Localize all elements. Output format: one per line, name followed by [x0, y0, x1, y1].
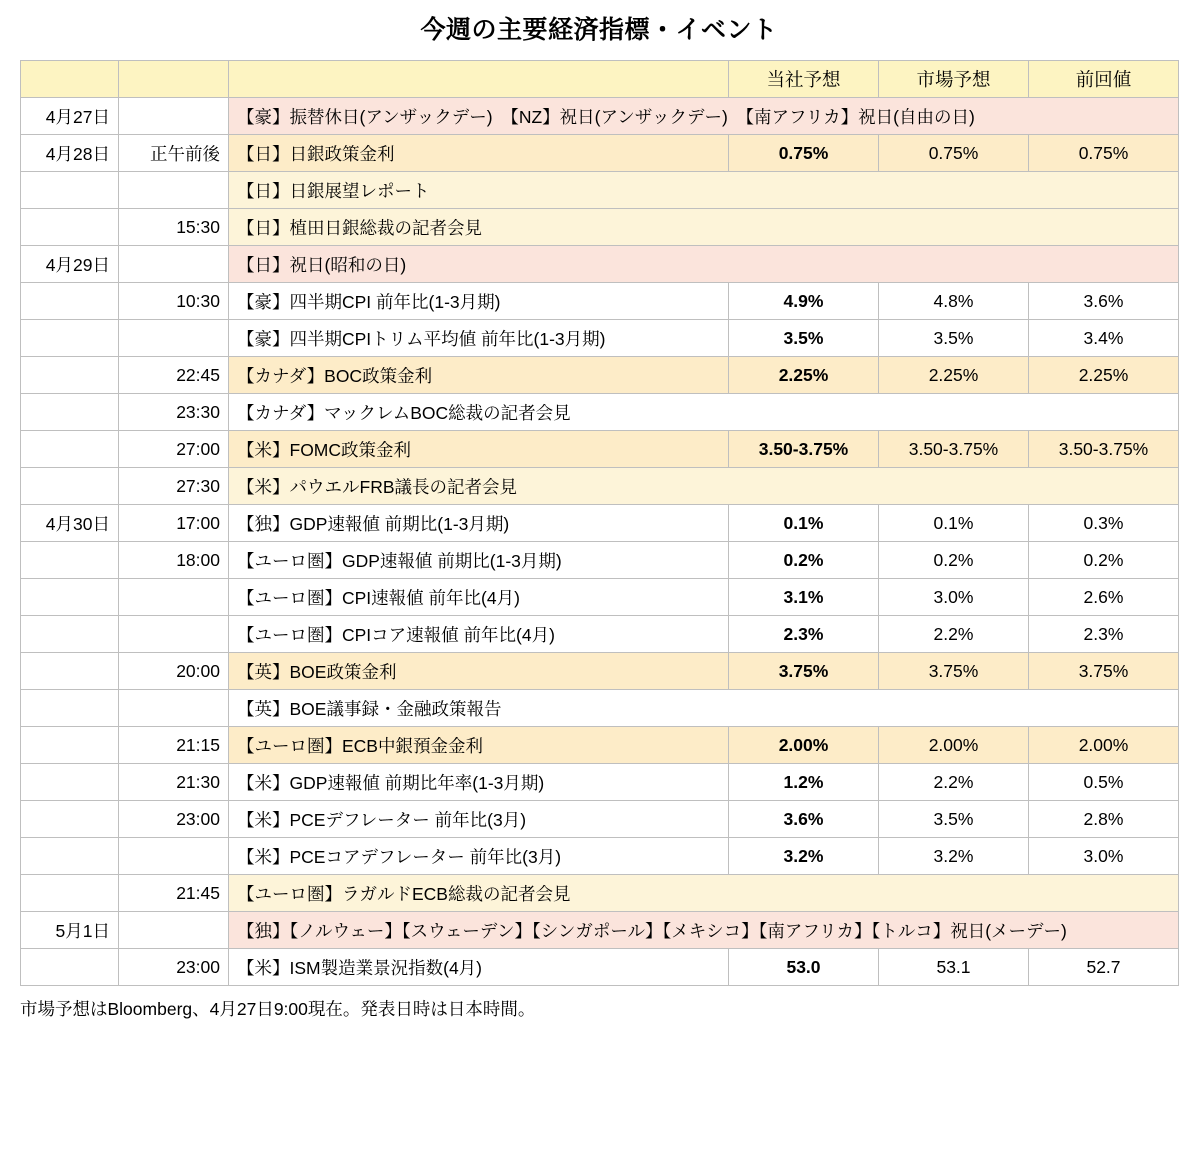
cell-previous: 3.50-3.75%: [1029, 431, 1179, 468]
cell-previous: 0.3%: [1029, 505, 1179, 542]
table-row: [21, 172, 1179, 209]
cell-time: [119, 579, 229, 616]
cell-time: 23:00: [119, 949, 229, 986]
cell-market-forecast: 53.1: [879, 949, 1029, 986]
cell-time: 21:30: [119, 764, 229, 801]
cell-previous: 3.4%: [1029, 320, 1179, 357]
table-row: [21, 320, 1179, 357]
cell-market-forecast: 3.0%: [879, 579, 1029, 616]
table-row: [21, 246, 1179, 283]
table-row: [21, 690, 1179, 727]
cell-event: 【豪】四半期CPI 前年比(1-3月期): [229, 283, 729, 320]
cell-previous: 2.3%: [1029, 616, 1179, 653]
cell-time: [119, 838, 229, 875]
cell-time: 20:00: [119, 653, 229, 690]
cell-date: 5月1日: [21, 912, 119, 949]
cell-time: [119, 172, 229, 209]
cell-time: [119, 98, 229, 135]
cell-time: 23:30: [119, 394, 229, 431]
cell-date: [21, 320, 119, 357]
header-time: [119, 61, 229, 98]
page-root: [0, 10, 1198, 1176]
cell-time: 27:30: [119, 468, 229, 505]
cell-date: [21, 431, 119, 468]
cell-own-forecast: 0.1%: [729, 505, 879, 542]
cell-time: 21:15: [119, 727, 229, 764]
table-row: [21, 357, 1179, 394]
cell-date: [21, 801, 119, 838]
cell-own-forecast: 3.50-3.75%: [729, 431, 879, 468]
cell-own-forecast: 0.75%: [729, 135, 879, 172]
cell-own-forecast: 2.3%: [729, 616, 879, 653]
cell-market-forecast: 0.75%: [879, 135, 1029, 172]
cell-event: 【ユーロ圏】CPI速報値 前年比(4月): [229, 579, 729, 616]
cell-market-forecast: 3.5%: [879, 801, 1029, 838]
cell-previous: 2.25%: [1029, 357, 1179, 394]
table-row: [21, 949, 1179, 986]
cell-own-forecast: 3.6%: [729, 801, 879, 838]
cell-previous: 2.8%: [1029, 801, 1179, 838]
cell-own-forecast: 4.9%: [729, 283, 879, 320]
cell-own-forecast: 3.2%: [729, 838, 879, 875]
cell-time: [119, 690, 229, 727]
cell-market-forecast: 2.2%: [879, 764, 1029, 801]
table-row: [21, 98, 1179, 135]
cell-time: 23:00: [119, 801, 229, 838]
cell-event: 【米】GDP速報値 前期比年率(1-3月期): [229, 764, 729, 801]
cell-previous: 3.75%: [1029, 653, 1179, 690]
cell-date: [21, 949, 119, 986]
cell-event: 【カナダ】マックレムBOC総裁の記者会見: [229, 394, 1179, 431]
cell-time: 10:30: [119, 283, 229, 320]
footnote: 市場予想はBloomberg、4月27日9:00現在。発表日時は日本時間。: [20, 999, 536, 1019]
cell-event: 【豪】四半期CPIトリム平均値 前年比(1-3月期): [229, 320, 729, 357]
header-own-forecast: 当社予想: [729, 61, 879, 98]
table-row: [21, 875, 1179, 912]
cell-event: 【カナダ】BOC政策金利: [229, 357, 729, 394]
cell-time: 18:00: [119, 542, 229, 579]
cell-date: 4月29日: [21, 246, 119, 283]
cell-date: 4月27日: [21, 98, 119, 135]
table-row: [21, 764, 1179, 801]
table-row: [21, 912, 1179, 949]
cell-previous: 3.0%: [1029, 838, 1179, 875]
cell-previous: 0.75%: [1029, 135, 1179, 172]
cell-time: [119, 246, 229, 283]
table-row: [21, 838, 1179, 875]
page-title: 今週の主要経済指標・イベント: [420, 16, 778, 44]
table-row: [21, 727, 1179, 764]
economic-calendar-table: [20, 60, 1179, 986]
cell-event: 【ユーロ圏】ラガルドECB総裁の記者会見: [229, 875, 1179, 912]
cell-market-forecast: 3.50-3.75%: [879, 431, 1029, 468]
cell-previous: 3.6%: [1029, 283, 1179, 320]
cell-own-forecast: 2.00%: [729, 727, 879, 764]
cell-own-forecast: 3.1%: [729, 579, 879, 616]
cell-own-forecast: 53.0: [729, 949, 879, 986]
table-row: [21, 616, 1179, 653]
cell-own-forecast: 2.25%: [729, 357, 879, 394]
cell-own-forecast: 3.5%: [729, 320, 879, 357]
cell-date: [21, 209, 119, 246]
cell-own-forecast: 1.2%: [729, 764, 879, 801]
cell-market-forecast: 4.8%: [879, 283, 1029, 320]
header-previous: 前回値: [1029, 61, 1179, 98]
cell-time: 21:45: [119, 875, 229, 912]
table-row: [21, 431, 1179, 468]
header-date: [21, 61, 119, 98]
table-row: [21, 283, 1179, 320]
cell-date: [21, 394, 119, 431]
cell-date: [21, 468, 119, 505]
cell-date: [21, 838, 119, 875]
cell-event: 【英】BOE政策金利: [229, 653, 729, 690]
cell-date: [21, 542, 119, 579]
cell-date: 4月30日: [21, 505, 119, 542]
cell-event: 【独】GDP速報値 前期比(1-3月期): [229, 505, 729, 542]
cell-market-forecast: 3.2%: [879, 838, 1029, 875]
cell-event: 【ユーロ圏】GDP速報値 前期比(1-3月期): [229, 542, 729, 579]
cell-date: [21, 764, 119, 801]
cell-market-forecast: 3.5%: [879, 320, 1029, 357]
table-row: [21, 579, 1179, 616]
cell-previous: 52.7: [1029, 949, 1179, 986]
cell-market-forecast: 0.2%: [879, 542, 1029, 579]
cell-own-forecast: 0.2%: [729, 542, 879, 579]
table-row: [21, 801, 1179, 838]
cell-event: 【独】【ノルウェー】【スウェーデン】【シンガポール】【メキシコ】【南アフリカ】【トルコ】祝日(メーデー): [229, 912, 1179, 949]
table-row: [21, 653, 1179, 690]
table-row: [21, 468, 1179, 505]
cell-previous: 0.5%: [1029, 764, 1179, 801]
cell-event: 【豪】振替休日(アンザックデー) 【NZ】祝日(アンザックデー) 【南アフリカ】祝日(自由の日): [229, 98, 1179, 135]
cell-event: 【日】植田日銀総裁の記者会見: [229, 209, 1179, 246]
cell-date: [21, 727, 119, 764]
cell-event: 【米】FOMC政策金利: [229, 431, 729, 468]
table-header: [21, 61, 1179, 98]
table-row: [21, 505, 1179, 542]
cell-time: 27:00: [119, 431, 229, 468]
cell-event: 【米】PCEコアデフレーター 前年比(3月): [229, 838, 729, 875]
cell-date: [21, 357, 119, 394]
cell-own-forecast: 3.75%: [729, 653, 879, 690]
cell-event: 【日】日銀政策金利: [229, 135, 729, 172]
header-market-forecast: 市場予想: [879, 61, 1029, 98]
cell-market-forecast: 0.1%: [879, 505, 1029, 542]
cell-event: 【ユーロ圏】CPIコア速報値 前年比(4月): [229, 616, 729, 653]
cell-date: [21, 653, 119, 690]
table-body: [21, 98, 1179, 986]
cell-event: 【日】日銀展望レポート: [229, 172, 1179, 209]
cell-date: [21, 283, 119, 320]
cell-date: [21, 579, 119, 616]
cell-event: 【ユーロ圏】ECB中銀預金金利: [229, 727, 729, 764]
table-row: [21, 542, 1179, 579]
cell-event: 【英】BOE議事録・金融政策報告: [229, 690, 1179, 727]
cell-date: 4月28日: [21, 135, 119, 172]
cell-event: 【米】ISM製造業景況指数(4月): [229, 949, 729, 986]
cell-date: [21, 875, 119, 912]
cell-time: 正午前後: [119, 135, 229, 172]
cell-market-forecast: 2.00%: [879, 727, 1029, 764]
cell-previous: 2.6%: [1029, 579, 1179, 616]
cell-time: 15:30: [119, 209, 229, 246]
cell-event: 【米】パウエルFRB議長の記者会見: [229, 468, 1179, 505]
cell-previous: 0.2%: [1029, 542, 1179, 579]
cell-time: 22:45: [119, 357, 229, 394]
table-row: [21, 209, 1179, 246]
cell-date: [21, 172, 119, 209]
table-row: [21, 394, 1179, 431]
cell-market-forecast: 2.25%: [879, 357, 1029, 394]
cell-date: [21, 616, 119, 653]
table-row: [21, 135, 1179, 172]
cell-market-forecast: 3.75%: [879, 653, 1029, 690]
header-row: [21, 61, 1179, 98]
cell-previous: 2.00%: [1029, 727, 1179, 764]
cell-event: 【米】PCEデフレーター 前年比(3月): [229, 801, 729, 838]
cell-time: [119, 320, 229, 357]
cell-time: [119, 912, 229, 949]
cell-event: 【日】祝日(昭和の日): [229, 246, 1179, 283]
cell-date: [21, 690, 119, 727]
header-event: [229, 61, 729, 98]
cell-time: 17:00: [119, 505, 229, 542]
cell-market-forecast: 2.2%: [879, 616, 1029, 653]
cell-time: [119, 616, 229, 653]
